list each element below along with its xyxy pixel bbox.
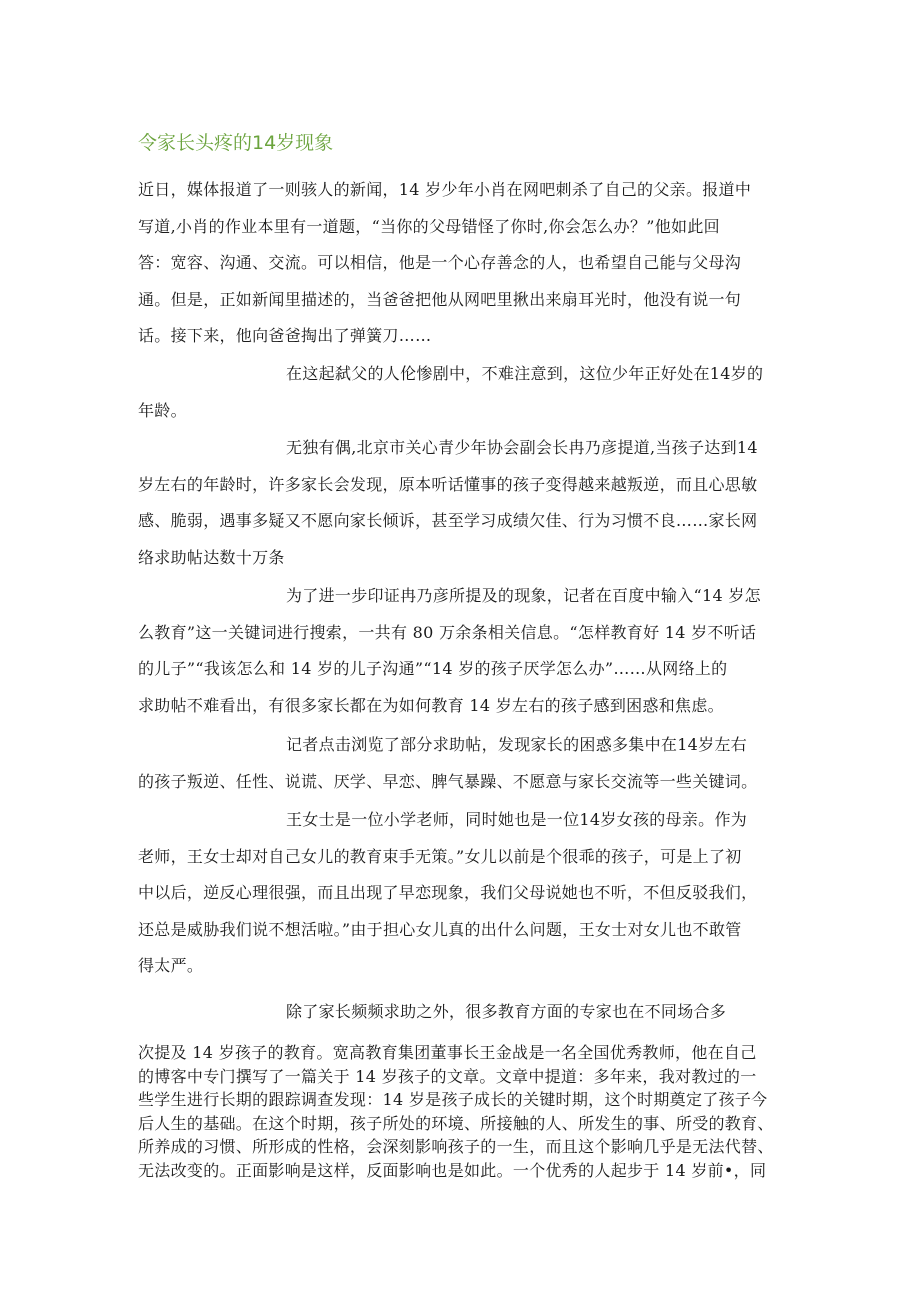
text-line: 得太严。 — [138, 956, 204, 975]
paragraph-6 — [138, 802, 757, 985]
text-line: 络求助帖达数十万条 — [138, 547, 285, 567]
text-line: 岁左右的年龄时，许多家长会发现，原本听话懂事的孩子变得越来越叛逆，而且心思敏 — [138, 474, 758, 494]
paragraph-3 — [138, 430, 758, 576]
text-line: 中以后，逆反心理很强，而且出现了早恋现象，我们父母说她也不听，不但反驳我们， — [138, 883, 758, 902]
paragraph-4 — [138, 578, 761, 724]
text-line: 所养成的习惯、所形成的性格，会深刻影响孩子的一生，而且这个影响几乎是无法代替、 — [138, 1137, 774, 1156]
text-line: 么教育”这一关键词进行搜索，一共有 80 万余条相关信息。“怎样教育好 14 岁不听话 — [138, 622, 757, 642]
text-line: 些学生进行长期的跟踪调查发现：14 岁是孩子成长的关键时期，这个时期奠定了孩子今 — [138, 1090, 768, 1109]
paragraph-8 — [138, 1041, 774, 1182]
article-title: 令家长头疼的14岁现象 — [138, 132, 334, 154]
text-line: 感、脆弱，遇事多疑又不愿向家长倾诉，甚至学习成绩欠佳、行为习惯不良……家长网 — [138, 511, 758, 530]
text-line: 写道,小肖的作业本里有一道题，“当你的父母错怪了你时,你会怎么办？”他如此回 — [138, 216, 720, 236]
text-line: 话。接下来，他向爸爸掏出了弹簧刀…… — [138, 326, 432, 345]
text-line: 的博客中专门撰写了一篇关于 14 岁孩子的文章。文章中提道：多年来，我对教过的一 — [138, 1066, 757, 1086]
text-line: 还总是威胁我们说不想活啦。”由于担心女儿真的出什么问题，王女士对女儿也不敢管 — [138, 919, 742, 939]
text-line: 答：宽容、沟通、交流。可以相信，他是一个心存善念的人，也希望自己能与父母沟 — [138, 253, 742, 272]
text-line: 除了家长频频求助之外，很多教育方面的专家也在不同场合多 — [286, 1002, 727, 1021]
text-line: 无法改变的。正面影响是这样，反面影响也是如此。一个优秀的人起步于 14 岁前•，同 — [138, 1160, 767, 1180]
text-line: 近日，媒体报道了一则骇人的新闻，14 岁少年小肖在网吧刺杀了自己的父亲。报道中 — [138, 180, 752, 199]
text-line: 老师，王女士却对自己女儿的教育束手无策。”女儿以前是个很乖的孩子，可是上了初 — [138, 846, 742, 866]
text-line: 通。但是，正如新闻里描述的，当爸爸把他从网吧里揪出来扇耳光时，他没有说一句 — [138, 289, 742, 309]
paragraph-7 — [138, 994, 726, 1031]
paragraph-1 — [138, 172, 751, 355]
text-line: 的孩子叛逆、任性、说谎、厌学、早恋、脾气暴躁、不愿意与家长交流等一些关键词。 — [138, 771, 758, 791]
text-line: 求助帖不难看出，有很多家长都在为如何教育 14 岁左右的孩子感到困惑和焦虑。 — [138, 695, 724, 715]
text-line: 记者点击浏览了部分求助帖，发现家长的困惑多集中在14岁左右 — [286, 735, 748, 754]
text-line: 无独有偶,北京市关心青少年协会副会长冉乃彦提道,当孩子达到14 — [286, 438, 758, 457]
text-line: 为了进一步印证冉乃彦所提及的现象，记者在百度中输入“14 岁怎 — [286, 586, 761, 605]
paragraph-2 — [138, 356, 763, 429]
text-line: 的儿子”“我该怎么和 14 岁的儿子沟通”“14 岁的孩子厌学怎么办”……从网络上的 — [138, 659, 728, 678]
text-line: 次提及 14 岁孩子的教育。宽高教育集团董事长王金战是一名全国优秀教师，他在自己 — [138, 1043, 757, 1062]
text-line: 在这起弑父的人伦惨剧中，不难注意到，这位少年正好处在14岁的 — [286, 364, 764, 383]
text-line: 后人生的基础。在这个时期，孩子所处的环境、所接触的人、所发生的事、所受的教育、 — [138, 1113, 774, 1133]
text-line: 王女士是一位小学老师，同时她也是一位14岁女孩的母亲。作为 — [286, 810, 748, 829]
text-line: 年龄。 — [138, 400, 187, 420]
paragraph-5 — [138, 727, 757, 800]
